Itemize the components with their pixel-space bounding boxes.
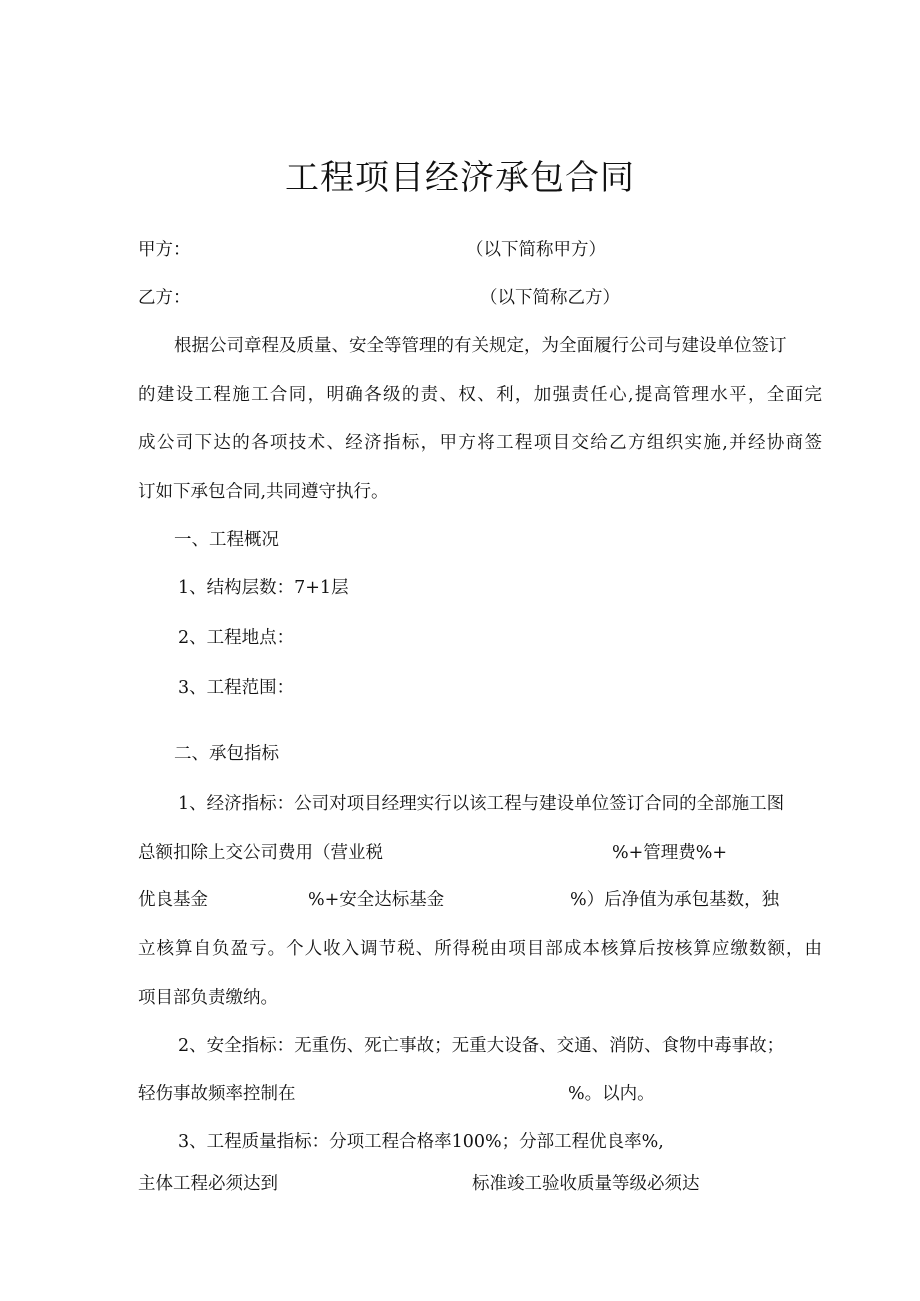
party-b-label: 乙方：: [138, 288, 191, 308]
quality-line: 标准竣工验收质量等级必须达: [472, 1174, 700, 1194]
structure-floors: 1、结构层数：7+1层: [178, 578, 349, 598]
intro-line: 订如下承包合同,共同遵守执行。: [138, 482, 389, 502]
safety-line: %。以内。: [568, 1084, 655, 1104]
economic-line: 优良基金: [138, 890, 208, 910]
economic-line: %+管理费%+: [612, 843, 728, 863]
quality-line: 主体工程必须达到: [138, 1174, 278, 1194]
project-location: 2、工程地点：: [178, 628, 295, 648]
economic-line: 总额扣除上交公司费用（营业税: [138, 843, 383, 863]
project-scope: 3、工程范围：: [178, 678, 295, 698]
economic-line: %）后净值为承包基数，独: [570, 890, 780, 910]
party-a-label: 甲方：: [138, 240, 191, 260]
intro-line: 成公司下达的各项技术、经济指标，甲方将工程项目交给乙方组织实施,并经协商签: [138, 433, 822, 453]
economic-line: 项目部负责缴纳。: [138, 988, 278, 1008]
section-2-heading: 二、承包指标: [174, 744, 279, 764]
intro-line: 的建设工程施工合同，明确各级的责、权、利，加强责任心,提高管理水平，全面完: [138, 385, 822, 405]
economic-line: %+安全达标基金: [308, 890, 445, 910]
economic-line: 1、经济指标：公司对项目经理实行以该工程与建设单位签订合同的全部施工图: [178, 794, 785, 814]
economic-line: 立核算自负盈亏。个人收入调节税、所得税由项目部成本核算后按核算应缴数额，由: [138, 939, 822, 959]
document-title: 工程项目经济承包合同: [285, 158, 635, 198]
safety-line: 轻伤事故频率控制在: [138, 1084, 296, 1104]
party-a-note: （以下简称甲方）: [466, 240, 606, 260]
section-1-heading: 一、工程概况: [174, 530, 279, 550]
party-b-note: （以下简称乙方）: [480, 288, 620, 308]
safety-line: 2、安全指标：无重伤、死亡事故；无重大设备、交通、消防、食物中毒事故；: [178, 1036, 785, 1056]
quality-line: 3、工程质量指标：分项工程合格率100%；分部工程优良率%,: [178, 1132, 664, 1152]
intro-line: 根据公司章程及质量、安全等管理的有关规定，为全面履行公司与建设单位签订: [174, 336, 787, 356]
